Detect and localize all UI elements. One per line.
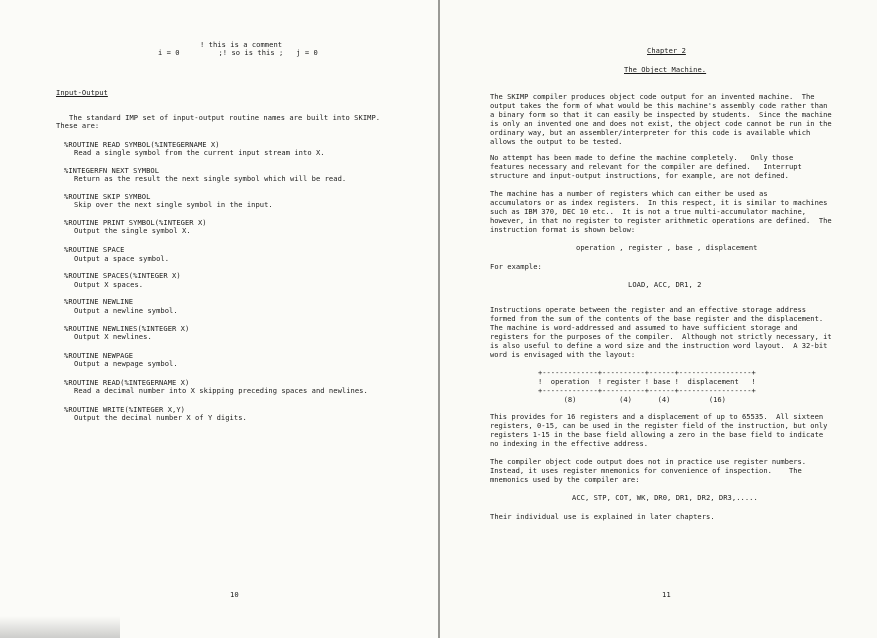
paragraph-2: [490, 153, 842, 180]
routine-description: Output the decimal number X of Y digits.: [74, 413, 247, 422]
text-line: output takes the form of what would be this machine's assembly code rather than: [490, 101, 828, 110]
routine-signature: %ROUTINE PRINT SYMBOL(%INTEGER X): [64, 218, 207, 227]
for-example-label: For example:: [490, 262, 542, 271]
register-mnemonics: ACC, STP, COT, WK, DR0, DR1, DR2, DR3,.....: [572, 493, 758, 502]
text-line: allows the output to be tested.: [490, 137, 623, 146]
text-line: however, in that no register to register arithmetic operations are defined. The: [490, 216, 832, 225]
table-row: ! operation ! register ! base ! displacement !: [538, 377, 756, 386]
table-row: +-------------+----------+------+-----------------+: [538, 386, 756, 395]
text-line: mnemonics used by the compiler are:: [490, 475, 640, 484]
routine-description: Output X spaces.: [74, 280, 144, 289]
right-page: [440, 0, 877, 638]
text-line: such as IBM 370, DEC 10 etc.. It is not a true multi-accumulator machine,: [490, 207, 807, 216]
intro-line-2: These are:: [56, 121, 100, 130]
paragraph-4: [490, 305, 842, 359]
routine-description: Output a space symbol.: [74, 254, 170, 263]
text-line: word is envisaged with the layout:: [490, 350, 636, 359]
routine-signature: %ROUTINE SPACE: [64, 245, 125, 254]
word-layout-table: [538, 368, 808, 404]
page-number-left: 10: [230, 590, 239, 599]
routine-description: Skip over the next single symbol in the input.: [74, 200, 273, 209]
comment-line-1: ! this is a comment: [200, 40, 283, 49]
text-line: The machine has a number of registers which can either be used as: [490, 189, 768, 198]
page-number-right: 11: [662, 590, 671, 599]
text-line: Instructions operate between the register and an effective storage address: [490, 305, 807, 314]
routine-signature: %INTEGERFN NEXT SYMBOL: [64, 166, 160, 175]
text-line: The machine is word-addressed and assumed to have sufficient storage and: [490, 323, 798, 332]
text-line: The SKIMP compiler produces object code output for an invented machine. The: [490, 92, 815, 101]
text-line: No attempt has been made to define the machine completely. Only those: [490, 153, 794, 162]
paragraph-1: [490, 92, 842, 146]
routine-description: Output X newlines.: [74, 332, 152, 341]
text-line: is only an invented one and does not exist, the object code cannot be run in the: [490, 119, 832, 128]
routine-description: Read a decimal number into X skipping preceding spaces and newlines.: [74, 386, 368, 395]
text-line: registers 1-15 in the base field allowing a zero in the base field to indicate: [490, 430, 824, 439]
text-line: instruction format is shown below:: [490, 225, 636, 234]
text-line: structure and input-output instructions, for example, are not defined.: [490, 171, 789, 180]
routine-signature: %ROUTINE WRITE(%INTEGER X,Y): [64, 405, 185, 414]
intro-line-1: The standard IMP set of input-output routine names are built into SKIMP.: [69, 113, 381, 122]
routine-description: Output a newline symbol.: [74, 306, 178, 315]
routine-description: Output the single symbol X.: [74, 226, 191, 235]
table-row: (8) (4) (4) (16): [538, 395, 726, 404]
text-line: accumulators or as index registers. In this respect, it is similar to machines: [490, 198, 828, 207]
instruction-format: operation , register , base , displacement: [576, 243, 758, 252]
paragraph-3: [490, 189, 842, 234]
routine-description: Output a newpage symbol.: [74, 359, 178, 368]
section-heading: Input-Output: [56, 88, 108, 97]
closing-line: Their individual use is explained in later chapters.: [490, 512, 715, 521]
chapter-label: Chapter 2: [647, 46, 686, 55]
chapter-title: The Object Machine.: [624, 65, 707, 74]
routine-signature: %ROUTINE NEWLINES(%INTEGER X): [64, 324, 190, 333]
routine-description: Return as the result the next single symbol which will be read.: [74, 174, 347, 183]
text-line: formed from the sum of the contents of the base register and the displacement.: [490, 314, 824, 323]
text-line: The compiler object code output does not in practice use register numbers.: [490, 457, 807, 466]
text-line: registers, 0-15, can be used in the register field of the instruction, but only: [490, 421, 828, 430]
routine-signature: %ROUTINE NEWPAGE: [64, 351, 134, 360]
routine-signature: %ROUTINE READ SYMBOL(%INTEGERNAME X): [64, 140, 220, 149]
paragraph-6: [490, 457, 842, 484]
routine-signature: %ROUTINE SPACES(%INTEGER X): [64, 271, 181, 280]
routine-signature: %ROUTINE READ(%INTEGERNAME X): [64, 378, 190, 387]
text-line: a binary form so that it can easily be inspected by students. Since the machine: [490, 110, 832, 119]
left-page: [0, 0, 438, 638]
comment-line-2: i = 0 ;! so is this ; j = 0: [158, 48, 318, 57]
text-line: no indexing in the effective address.: [490, 439, 649, 448]
scan-shadow: [0, 616, 120, 638]
routine-signature: %ROUTINE SKIP SYMBOL: [64, 192, 151, 201]
text-line: This provides for 16 registers and a displacement of up to 65535. All sixteen: [490, 412, 824, 421]
text-line: ordinary way, but an assembler/interpreter for this code is available which: [490, 128, 811, 137]
routine-signature: %ROUTINE NEWLINE: [64, 297, 134, 306]
paragraph-5: [490, 412, 842, 448]
text-line: is also useful to define a word size and the instruction word layout. A 32-bit: [490, 341, 828, 350]
text-line: Instead, it uses register mnemonics for convenience of inspection. The: [490, 466, 802, 475]
routine-description: Read a single symbol from the current input stream into X.: [74, 148, 325, 157]
text-line: registers for the purposes of the compiler. Although not strictly necessary, it: [490, 332, 832, 341]
table-row: +-------------+----------+------+-----------------+: [538, 368, 756, 377]
text-line: features necessary and relevant for the compiler are defined. Interrupt: [490, 162, 802, 171]
example-instruction: LOAD, ACC, DR1, 2: [628, 280, 702, 289]
